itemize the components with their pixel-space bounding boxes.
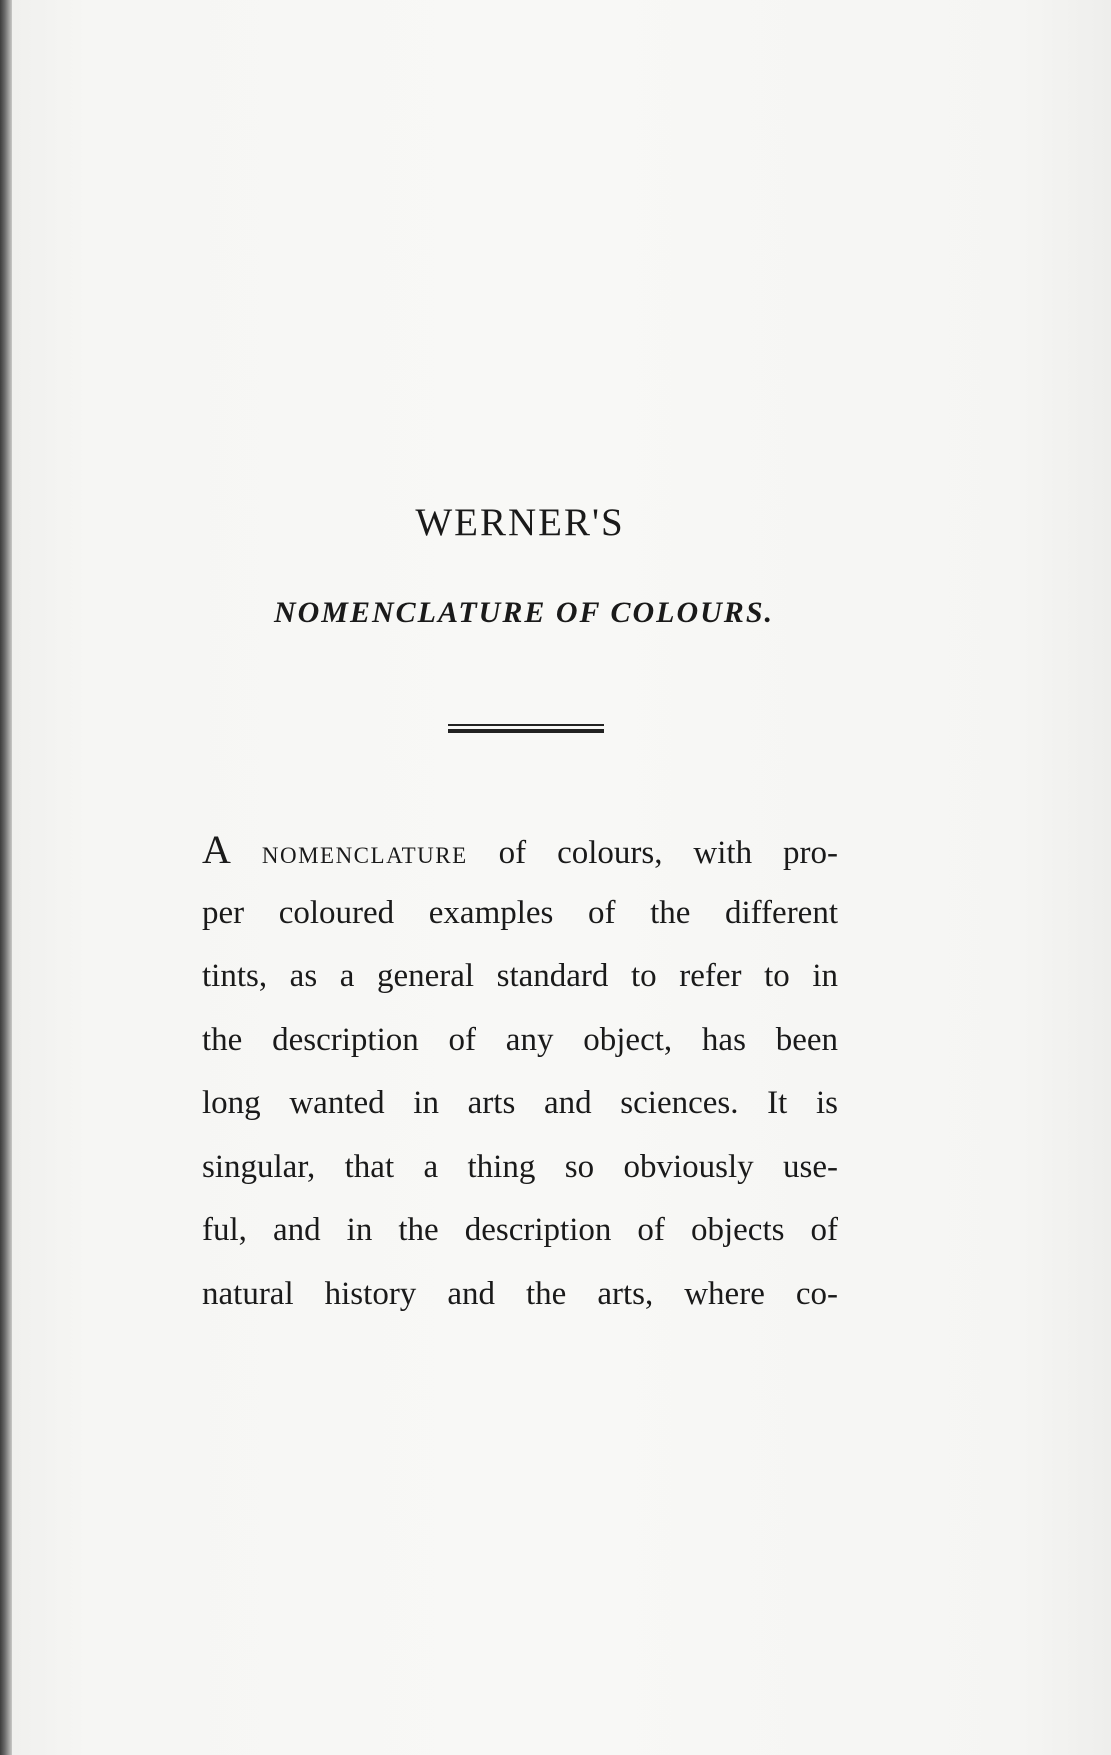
small-caps-lead: nomenclature — [261, 835, 468, 871]
paragraph-line-2: per coloured examples of the different — [202, 894, 838, 931]
first-line-text: of colours, with pro- — [498, 835, 839, 871]
page-title: WERNER'S — [415, 501, 625, 544]
rule-thin-line — [448, 724, 604, 726]
paragraph-line-4: the description of any object, has been — [202, 1021, 838, 1058]
paragraph-line-6: singular, that a thing so obviously use- — [202, 1148, 838, 1185]
double-rule-divider — [448, 724, 604, 734]
initial-letter: A — [202, 827, 231, 872]
page-subtitle: NOMENCLATURE OF COLOURS. — [273, 596, 775, 629]
body-paragraph — [202, 818, 838, 1326]
paragraph-line-7: ful, and in the description of objects of — [202, 1212, 838, 1248]
paragraph-line-3: tints, as a general standard to refer to in — [202, 958, 838, 994]
paragraph-line-1 — [202, 818, 838, 882]
binding-edge — [0, 0, 12, 1755]
paragraph-line-8: natural history and the arts, where co- — [202, 1275, 838, 1312]
rule-thick-line — [448, 729, 604, 733]
paragraph-line-5: long wanted in arts and sciences. It is — [202, 1085, 838, 1121]
